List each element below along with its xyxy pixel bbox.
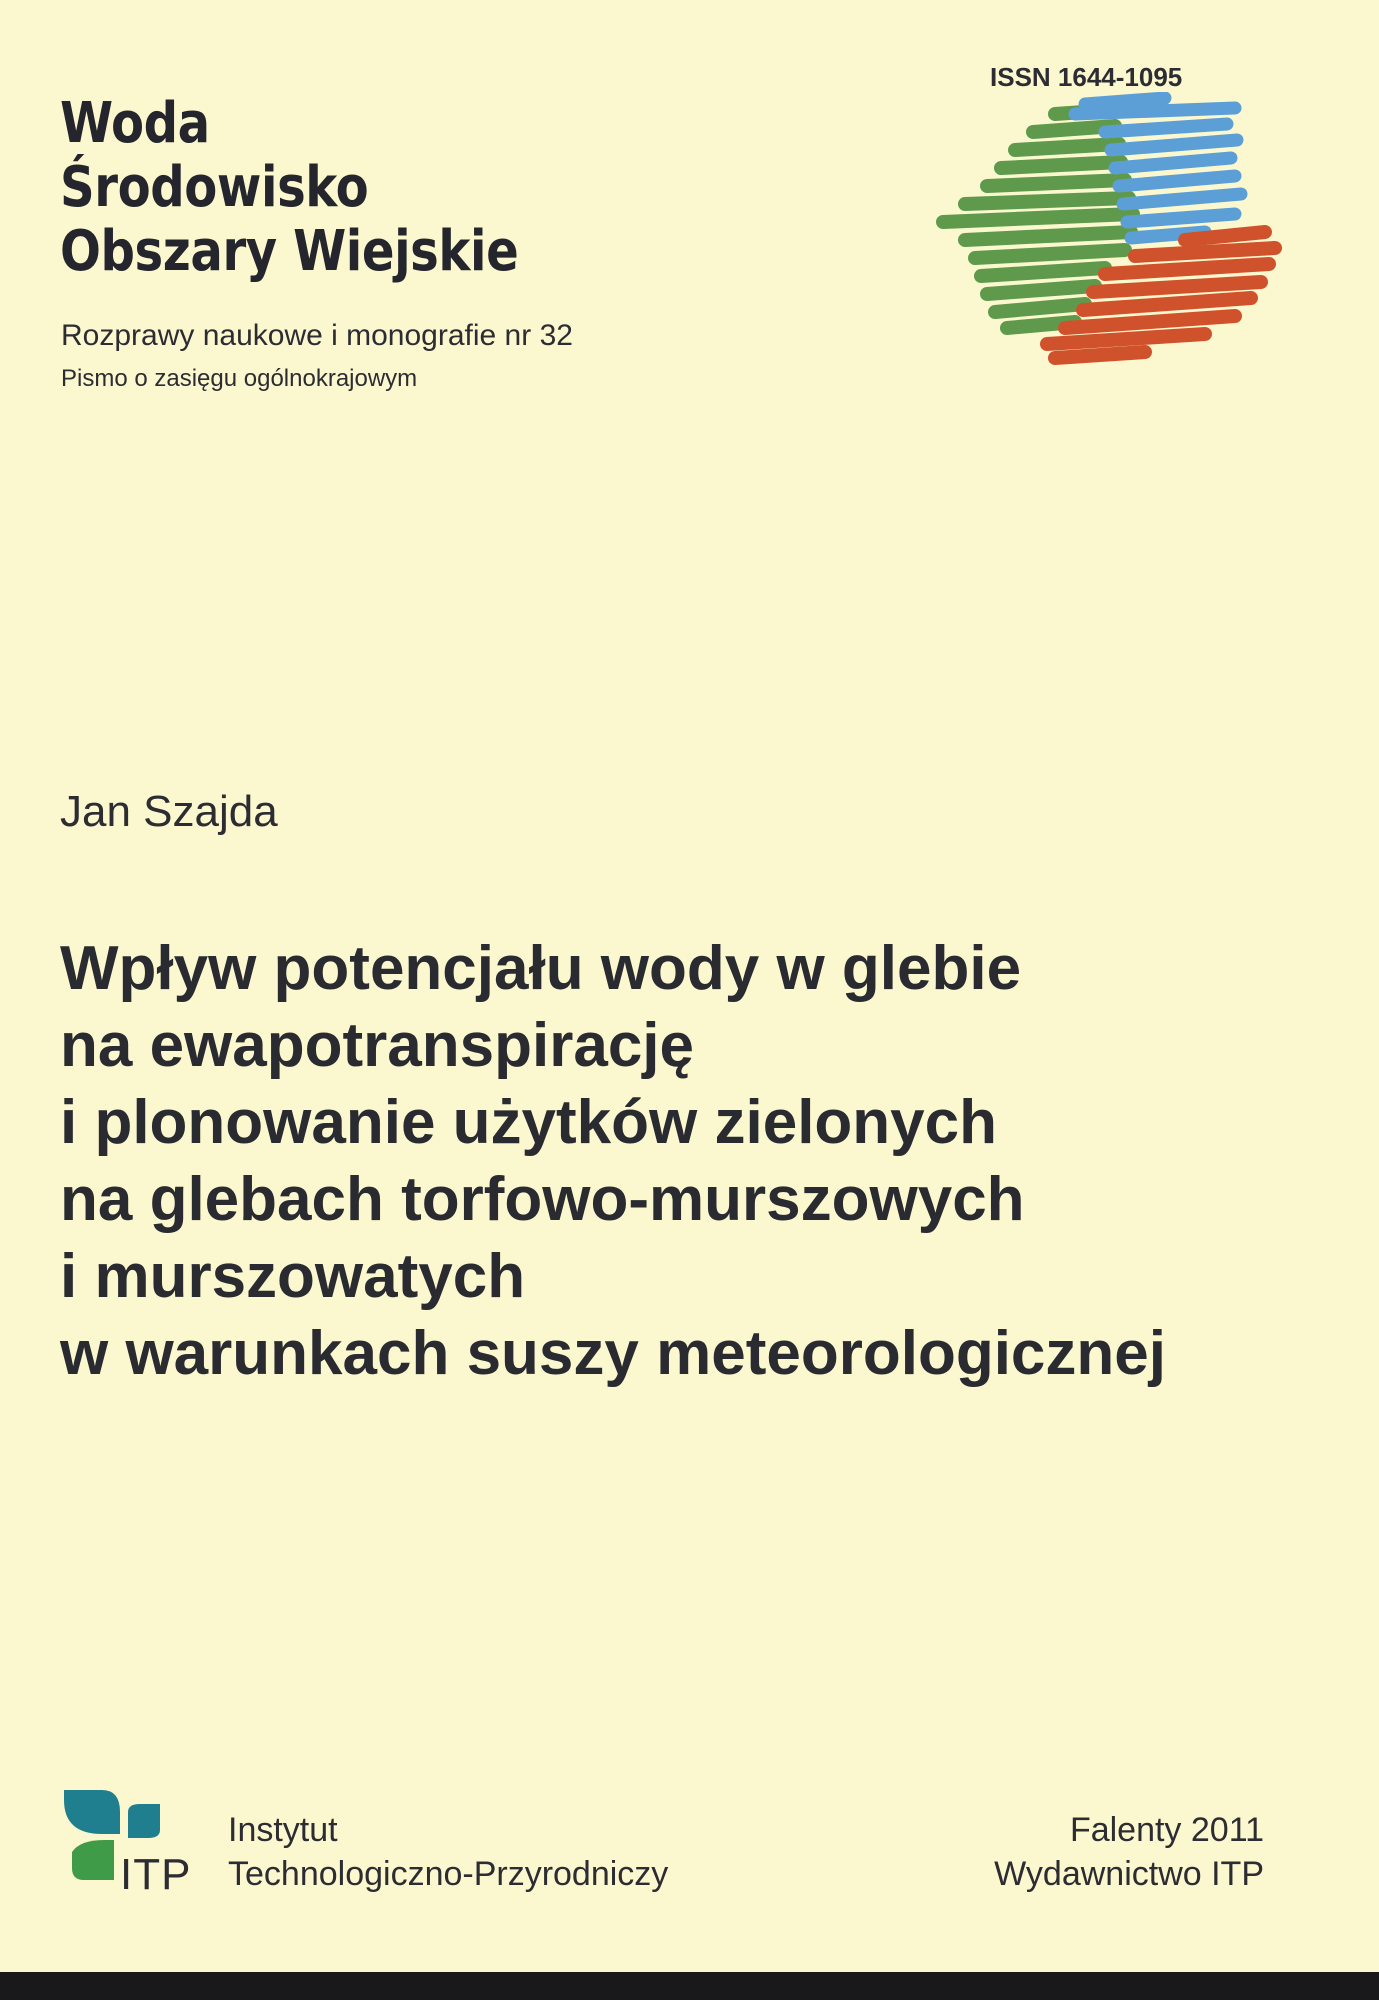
- publisher-info: [994, 1808, 1264, 1896]
- publisher-name: Wydawnictwo ITP: [994, 1855, 1264, 1893]
- institute-name: [228, 1808, 668, 1896]
- journal-scope: Pismo o zasięgu ogólnokrajowym: [61, 365, 418, 392]
- institute-name-line-1: Instytut: [228, 1811, 338, 1849]
- book-title-line-4: na glebach torfowo-murszowych: [60, 1165, 1025, 1234]
- book-title-line-6: w warunkach suszy meteorologicznej: [60, 1319, 1166, 1388]
- book-title-line-3: i plonowanie użytków zielonych: [60, 1088, 997, 1157]
- itp-logo-text: ITP: [120, 1850, 192, 1899]
- journal-logo-icon: [935, 92, 1285, 372]
- series-number: Rozprawy naukowe i monografie nr 32: [61, 319, 573, 352]
- journal-title-line-1: Woda: [60, 91, 210, 156]
- journal-title: [60, 92, 518, 284]
- book-title-line-2: na ewapotranspirację: [60, 1011, 695, 1080]
- author-name: Jan Szajda: [60, 787, 278, 836]
- publication-place-year: Falenty 2011: [1069, 1811, 1264, 1849]
- book-title: [60, 930, 1166, 1392]
- institute-name-line-2: Technologiczno-Przyrodniczy: [228, 1855, 669, 1893]
- book-title-line-5: i murszowatych: [60, 1242, 526, 1311]
- scan-bottom-edge: [0, 1972, 1379, 2000]
- book-title-line-1: Wpływ potencjału wody w glebie: [60, 934, 1022, 1003]
- journal-title-line-3: Obszary Wiejskie: [60, 219, 519, 284]
- journal-title-line-2: Środowisko: [60, 155, 369, 220]
- issn: ISSN 1644-1095: [990, 62, 1183, 92]
